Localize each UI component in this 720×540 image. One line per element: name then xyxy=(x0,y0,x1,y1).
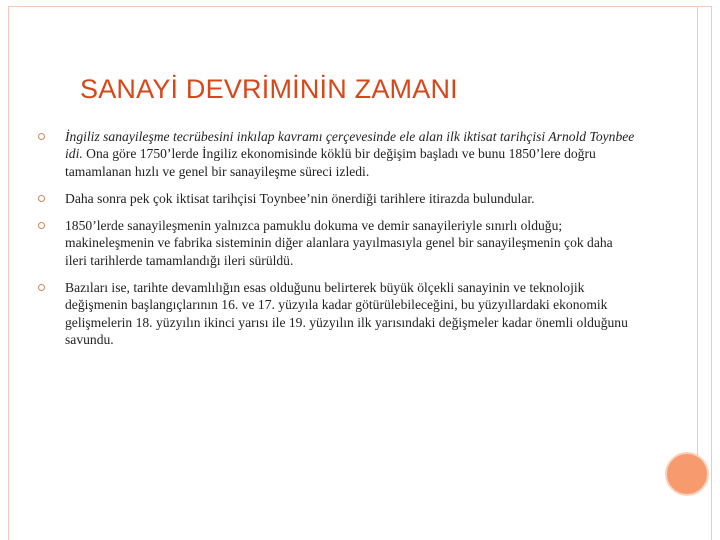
decorative-vertical-line xyxy=(697,7,698,459)
bullet-text: Ona göre 1750’lerde İngiliz ekonomisinde köklü bir değişim başladı ve bunu 1850’lere doğru tamamlanan hızlı ve genel bir sanayileşme süreci izledi. xyxy=(65,146,596,179)
bullet-text: Bazıları ise, tarihte devamlılığın esas olduğunu belirterek büyük ölçekli sanayinin ve teknolojik değişmenin başlangıçlarının 16. ve 17. yüzyıla kadar götürülebileceğini, bu yüzyıllardaki ekonomik gelişmelerin 18. yüzyılın ikinci yarısı ile 19. yüzyılın ilk yarısındaki değişmeler kadar önemli olduğunu savundu. xyxy=(65,280,628,347)
bullet-text: 1850’lerde sanayileşmenin yalnızca pamuklu dokuma ve demir sanayileriyle sınırlı olduğu; makineleşmenin ve fabrika sisteminin diğer alanlara yayılmasıyla genel bir sanayileşmenin çok daha ileri tarihlerde tamamlandığı ileri sürüldü. xyxy=(65,218,613,268)
bullet-list xyxy=(36,128,636,358)
decorative-circle xyxy=(665,452,709,496)
bullet-item xyxy=(36,279,636,348)
bullet-item xyxy=(36,190,636,207)
bullet-item xyxy=(36,128,636,180)
slide-title: SANAYİ DEVRİMİNİN ZAMANI xyxy=(80,74,458,104)
bullet-italic-text: İngiliz sanayileşme tecrübesini inkılap kavramı çerçevesinde ele alan ilk iktisat tarihçisi Arnold Toynbee idi. xyxy=(65,129,635,162)
bullet-circle-icon xyxy=(38,195,45,202)
bullet-circle-icon xyxy=(38,222,45,229)
bullet-circle-icon xyxy=(38,284,45,291)
bullet-text: Daha sonra pek çok iktisat tarihçisi Toynbee’nin önerdiği tarihlere itirazda bulundular. xyxy=(65,190,535,206)
bullet-circle-icon xyxy=(38,133,45,140)
bullet-item xyxy=(36,217,636,269)
